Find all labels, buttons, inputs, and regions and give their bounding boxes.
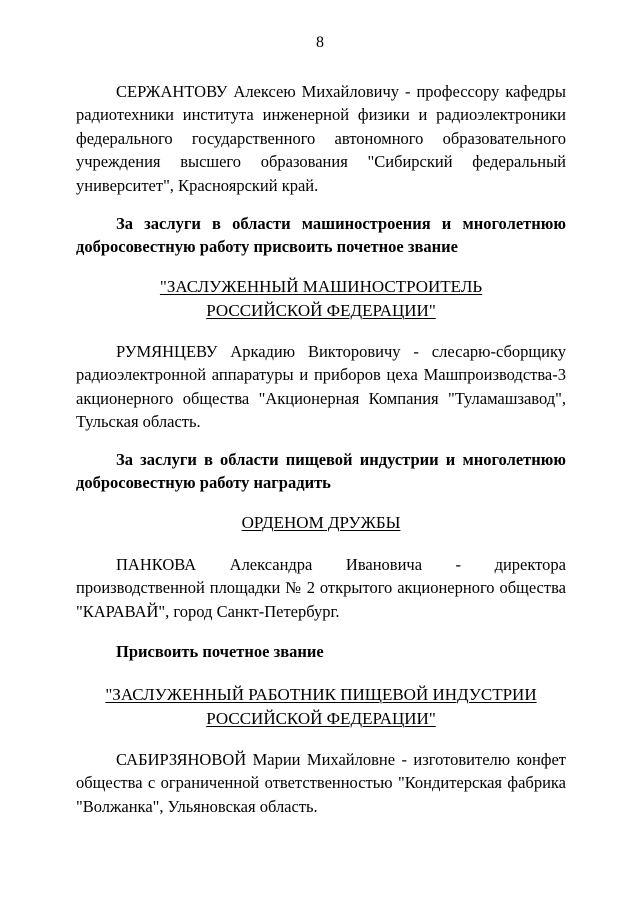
- award-heading-food-industry: За заслуги в области пищевой индустрии и многолетнюю добросовестную работу наградить: [76, 450, 566, 493]
- page-number: 8: [316, 34, 324, 51]
- award-heading-machine-building: За заслуги в области машиностроения и многолетнюю добросовестную работу присвоить почетное звание: [76, 214, 566, 257]
- honorary-title-line-1: "ЗАСЛУЖЕННЫЙ МАШИНОСТРОИТЕЛЬ: [159, 277, 483, 296]
- honorary-title-food-worker: [76, 683, 566, 731]
- honorary-title-line-2: РОССИЙСКОЙ ФЕДЕРАЦИИ": [206, 301, 436, 320]
- award-heading-assign-title: Присвоить почетное звание: [116, 642, 324, 661]
- award-paragraph-rumyantsev: РУМЯНЦЕВУ Аркадию Викторовичу - слесарю-сборщику радиоэлектронной аппаратуры и приборов цеха Машпроизводства-3 акционерного общества "Акционерная Компания "Туламашзавод", Тульская область.: [76, 342, 566, 432]
- order-title-friendship: [76, 511, 566, 535]
- award-paragraph-pankov: ПАНКОВА Александра Ивановича - директора производственной площадки № 2 открытого акционерного общества "КАРАВАЙ", город Санкт-Петербург.: [76, 555, 566, 621]
- order-title-line-1: ОРДЕНОМ ДРУЖБЫ: [241, 513, 401, 532]
- award-paragraph-serzhantov: СЕРЖАНТОВУ Алексею Михайловичу - профессору кафедры радиотехники института инженерной физики и радиоэлектроники федерального государственного автономного образовательного учреждения высшего образования "Сибирский федеральный университет", Красноярский край.: [76, 82, 566, 195]
- honorary-title-machine-builder: [76, 275, 566, 323]
- honorary-title-food-line-1: "ЗАСЛУЖЕННЫЙ РАБОТНИК ПИЩЕВОЙ ИНДУСТРИИ: [105, 685, 537, 704]
- honorary-title-food-line-2: РОССИЙСКОЙ ФЕДЕРАЦИИ": [206, 709, 436, 728]
- award-paragraph-sabirzyanova: САБИРЗЯНОВОЙ Марии Михайловне - изготовителю конфет общества с ограниченной ответственностью "Кондитерская фабрика "Волжанка", Ульяновская область.: [76, 750, 566, 816]
